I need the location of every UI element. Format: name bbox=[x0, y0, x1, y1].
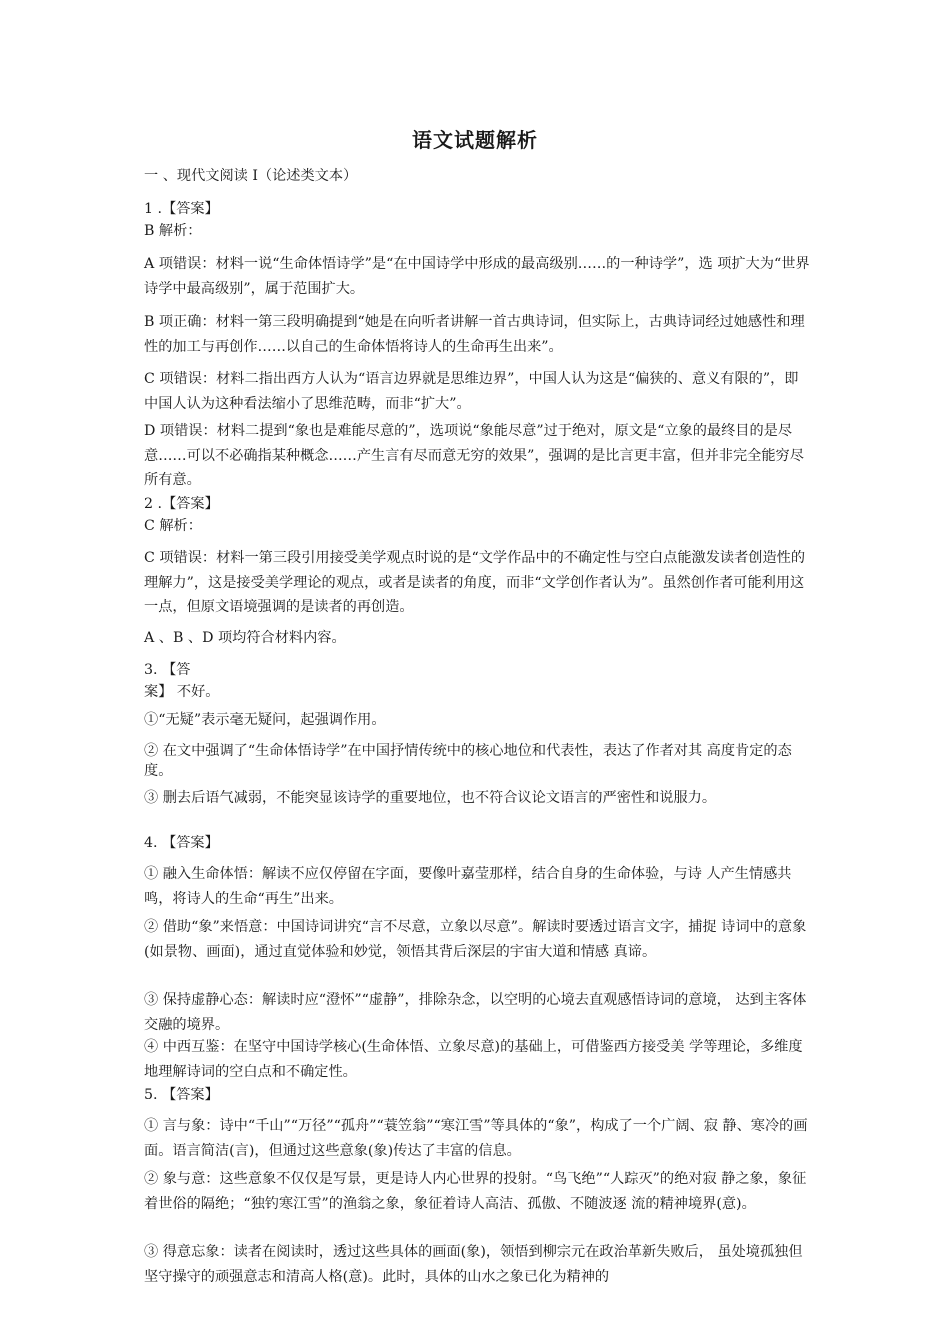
q1-option-b: B 项正确：材料一第三段明确提到“她是在向听者讲解一首古典诗词，但实际上，古典诗词经过她感性和理性的加工与再创作……以自己的生命体悟将诗人的生命再生出来”。 bbox=[144, 314, 805, 355]
q3-point-3: ③ 删去后语气减弱，不能突显该诗学的重要地位，也不符合议论文语言的严密性和说服力。 bbox=[144, 790, 717, 806]
q2-others: A 、B 、D 项均符合材料内容。 bbox=[144, 630, 346, 646]
q3-label-line1: 3. 【答 bbox=[144, 662, 191, 678]
q3-label-line2: 案】 不好。 bbox=[144, 684, 220, 700]
q2-option-c: C 项错误：材料一第三段引用接受美学观点时说的是“文学作品中的不确定性与空白点能激发读者创造性的理解力”，这是接受美学理论的观点，或者是读者的角度，而非“文学创作者认为”。虽然创作者可能利用这一点，但原文语境强调的是读者的再创造。 bbox=[144, 550, 806, 615]
q2-answer: C 解析： bbox=[144, 518, 202, 534]
q4-point-4: ④ 中西互鉴：在坚守中国诗学核心(生命体悟、立象尽意)的基础上，可借鉴西方接受美 学等理论，多维度地理解诗词的空白点和不确定性。 bbox=[144, 1039, 803, 1080]
q3-point-1: ①“无疑”表示毫无疑问，起强调作用。 bbox=[144, 712, 386, 728]
document-title: 语文试题解析 bbox=[412, 128, 538, 152]
q1-answer: B 解析： bbox=[144, 223, 202, 239]
q5-label: 5. 【答案】 bbox=[144, 1087, 219, 1103]
q5-point-2: ② 象与意：这些意象不仅仅是写景，更是诗人内心世界的投射。“鸟飞绝”“人踪灭”的绝对寂 静之象，象征着世俗的隔绝；“独钓寒江雪”的渔翁之象，象征着诗人高洁、孤傲、不随波逐 流的精神境界(意)。 bbox=[144, 1171, 807, 1212]
q2-label: 2 .【答案】 bbox=[144, 496, 219, 512]
q1-option-c: C 项错误：材料二指出西方人认为“语言边界就是思维边界”，中国人认为这是“偏狭的、意义有限的”，即中国人认为这种看法缩小了思维范畴，而非“扩大”。 bbox=[144, 371, 799, 412]
section-heading: 一 、现代文阅读 I（论述类文本） bbox=[144, 168, 358, 184]
q4-point-3: ③ 保持虚静心态：解读时应“澄怀”“虚静”，排除杂念，以空明的心境去直观感悟诗词的意境， 达到主客体交融的境界。 bbox=[144, 992, 807, 1033]
q3-point-2: ② 在文中强调了“生命体悟诗学”在中国抒情传统中的核心地位和代表性，表达了作者对其 高度肯定的态度。 bbox=[144, 743, 792, 779]
q5-point-3: ③ 得意忘象：读者在阅读时，透过这些具体的画面(象)，领悟到柳宗元在政治革新失败后， 虽处境孤独但坚守操守的顽强意志和清高人格(意)。此时，具体的山水之象已化为精神的 bbox=[144, 1244, 803, 1285]
q4-point-2: ② 借助“象”来悟意：中国诗词讲究“言不尽意，立象以尽意”。解读时要透过语言文字，捕捉 诗词中的意象(如景物、画面)，通过直觉体验和妙觉，领悟其背后深层的宇宙大道和情感 真谛。 bbox=[144, 919, 807, 960]
q4-label: 4. 【答案】 bbox=[144, 835, 219, 851]
q4-point-1: ① 融入生命体悟：解读不应仅停留在字面，要像叶嘉莹那样，结合自身的生命体验，与诗 人产生情感共鸣，将诗人的生命“再生”出来。 bbox=[144, 866, 792, 907]
q5-point-1: ① 言与象：诗中“千山”“万径”“孤舟”“蓑笠翁”“寒江雪”等具体的“象”，构成了一个广阔、寂 静、寒冷的画面。语言简洁(言)，但通过这些意象(象)传达了丰富的信息。 bbox=[144, 1118, 808, 1159]
q1-label: 1 .【答案】 bbox=[144, 201, 219, 217]
q1-option-d: D 项错误：材料二提到“象也是难能尽意的”，选项说“象能尽意”过于绝对，原文是“立象的最终目的是尽意……可以不必确指某种概念……产生言有尽而意无穷的效果”，强调的是比言更丰富，但并非完全能穷尽所有意。 bbox=[144, 423, 804, 488]
q1-option-a: A 项错误：材料一说“生命体悟诗学”是“在中国诗学中形成的最高级别……的一种诗学”，选 项扩大为“世界诗学中最高级别”，属于范围扩大。 bbox=[144, 256, 810, 297]
